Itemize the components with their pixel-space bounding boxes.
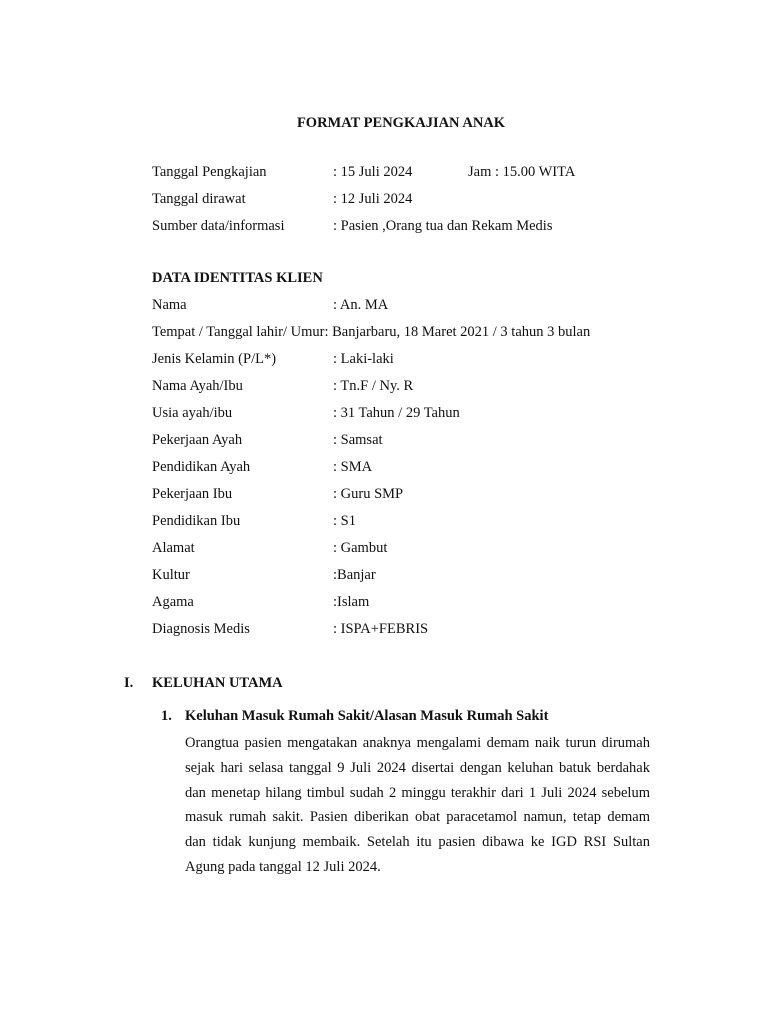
document-title: FORMAT PENGKAJIAN ANAK — [296, 115, 506, 131]
label-tanggal-pengkajian: Tanggal Pengkajian — [152, 164, 267, 180]
paragraph-line: dan menetap hilang timbul sudah 2 minggu terakhir dari 1 Juli 2024 sebelum — [185, 784, 650, 801]
complaint-paragraph — [185, 731, 650, 880]
label-usia-ayah-ibu: Usia ayah/ibu — [152, 405, 233, 421]
paragraph-line: Orangtua pasien mengatakan anaknya mengalami demam naik turun dirumah — [185, 735, 650, 751]
label-nama: Nama — [152, 297, 187, 313]
value-tanggal-dirawat: : 12 Juli 2024 — [333, 191, 413, 207]
paragraph-line: sejak hari selasa tanggal 9 Juli 2024 disertai dengan keluhan batuk berdahak — [185, 759, 650, 776]
value-tanggal-pengkajian: : 15 Juli 2024 — [333, 164, 413, 180]
label-alamat: Alamat — [152, 540, 195, 556]
subsection-heading: Keluhan Masuk Rumah Sakit/Alasan Masuk Rumah Sakit — [185, 708, 549, 724]
identity-heading: DATA IDENTITAS KLIEN — [152, 270, 323, 286]
value-pendidikan-ayah: : SMA — [333, 459, 373, 475]
value-agama: :Islam — [333, 594, 370, 610]
value-sumber-data: : Pasien ,Orang tua dan Rekam Medis — [333, 218, 553, 234]
value-jenis-kelamin: : Laki-laki — [333, 351, 394, 367]
label-kultur: Kultur — [152, 567, 190, 583]
value-pekerjaan-ayah: : Samsat — [333, 432, 383, 448]
label-tanggal-dirawat: Tanggal dirawat — [152, 191, 246, 207]
paragraph-line: dan tidak kunjung membaik. Setelah itu pasien dibawa ke IGD RSI Sultan — [185, 834, 650, 851]
label-pekerjaan-ibu: Pekerjaan Ibu — [152, 486, 233, 502]
label-tempat-tanggal-lahir: Tempat / Tanggal lahir/ Umur: Banjarbaru, 18 Maret 2021 / 3 tahun 3 bulan — [152, 324, 591, 340]
label-jenis-kelamin: Jenis Kelamin (P/L*) — [152, 351, 277, 367]
label-pendidikan-ibu: Pendidikan Ibu — [152, 513, 241, 529]
label-sumber-data: Sumber data/informasi — [152, 218, 285, 234]
label-nama-ayah-ibu: Nama Ayah/Ibu — [152, 378, 243, 394]
label-pendidikan-ayah: Pendidikan Ayah — [152, 459, 251, 475]
section-heading: KELUHAN UTAMA — [152, 675, 283, 691]
value-kultur: :Banjar — [333, 567, 376, 583]
subsection-number: 1. — [161, 708, 172, 724]
value-alamat: : Gambut — [333, 540, 388, 556]
paragraph-line: masuk rumah sakit. Pasien diberikan obat paracetamol namun, tetap demam — [185, 809, 650, 826]
value-nama-ayah-ibu: : Tn.F / Ny. R — [333, 378, 414, 394]
paragraph-line: Agung pada tanggal 12 Juli 2024. — [185, 858, 381, 875]
value-nama: : An. MA — [333, 297, 389, 313]
value-diagnosis-medis: : ISPA+FEBRIS — [333, 621, 429, 637]
value-pendidikan-ibu: : S1 — [333, 513, 356, 529]
label-agama: Agama — [152, 594, 194, 610]
label-pekerjaan-ayah: Pekerjaan Ayah — [152, 432, 243, 448]
label-diagnosis-medis: Diagnosis Medis — [152, 621, 250, 637]
value-pekerjaan-ibu: : Guru SMP — [333, 486, 404, 502]
section-number: I. — [124, 675, 134, 691]
value-usia-ayah-ibu: : 31 Tahun / 29 Tahun — [333, 405, 460, 421]
value-jam: Jam : 15.00 WITA — [468, 164, 576, 180]
